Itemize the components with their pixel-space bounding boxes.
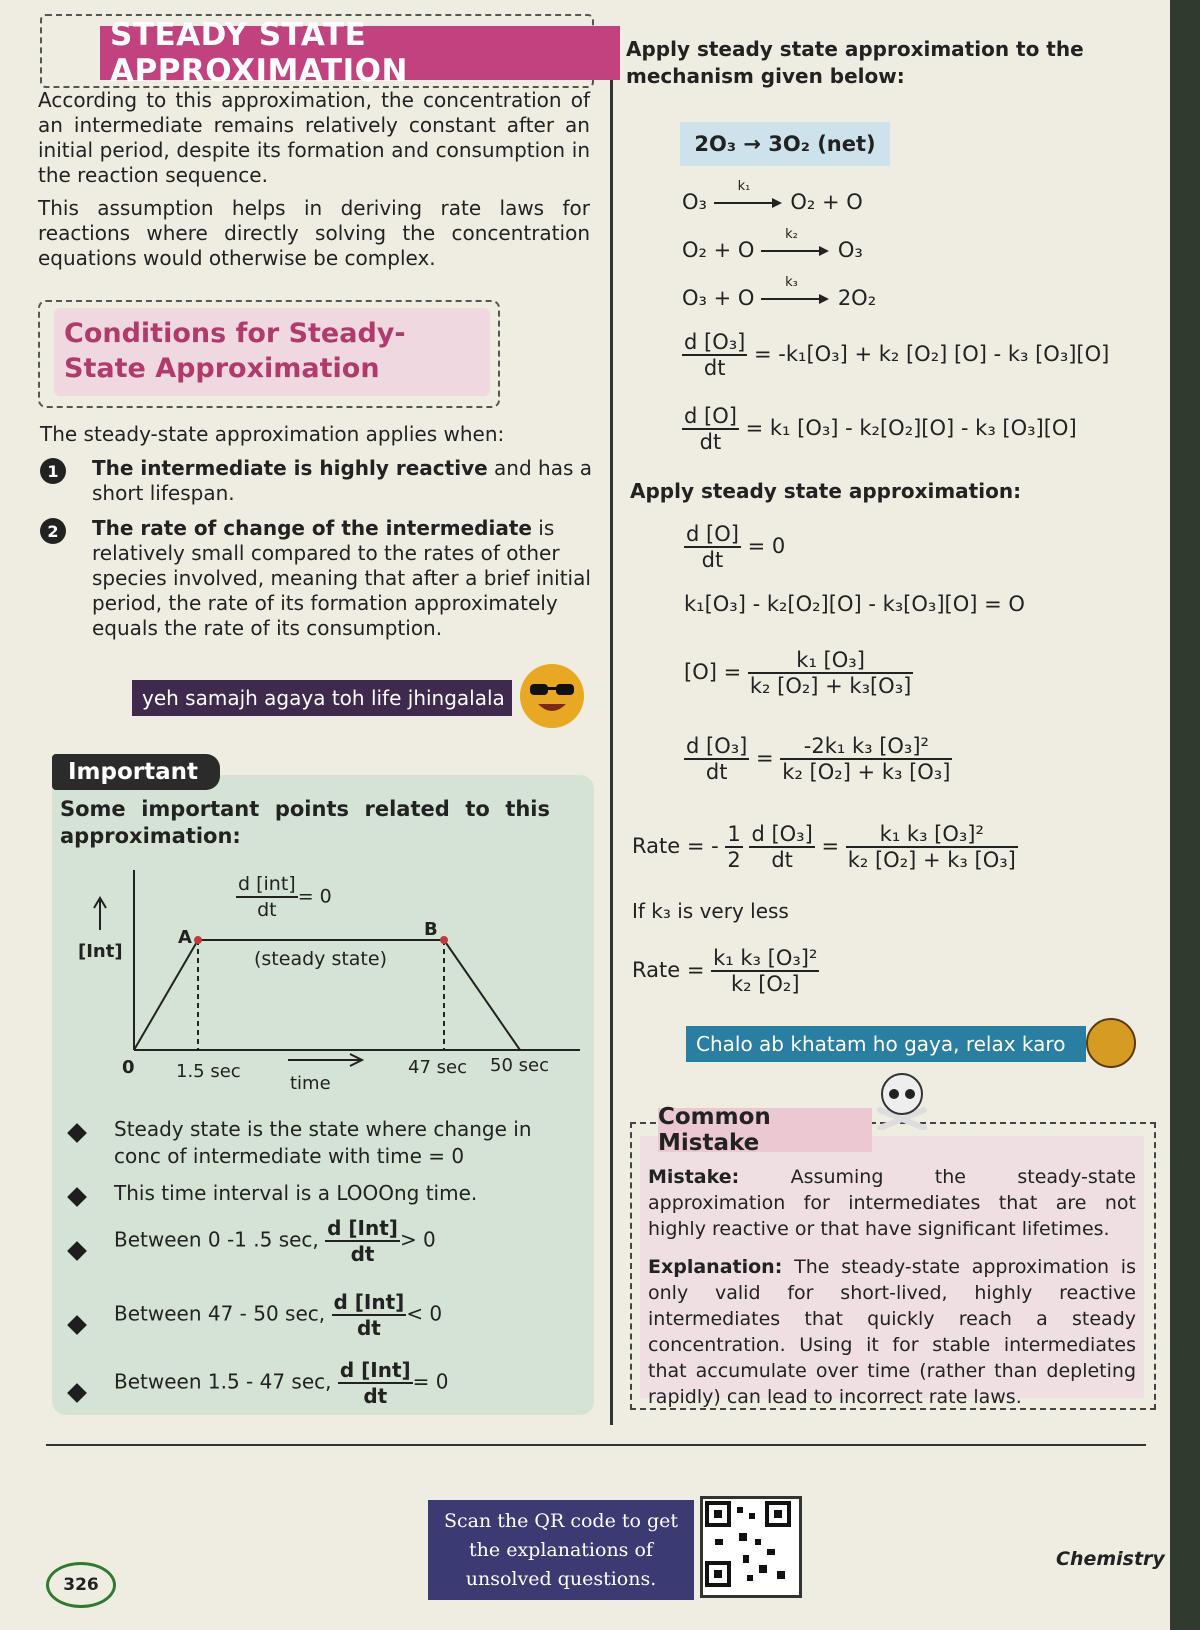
important-tag: Important: [52, 754, 220, 790]
ss4-den2: k₂ [O₂] + k₃ [O₃]: [782, 760, 951, 784]
title-frame: [40, 14, 594, 88]
graph-point-b: B: [424, 919, 438, 940]
conditions-lead: The steady-state approximation applies when:: [40, 422, 505, 446]
step-2-lhs: O₂ + O: [682, 238, 755, 262]
book-spine: [1170, 0, 1200, 1630]
qr-caption: Scan the QR code to get the explanations of unsolved questions.: [428, 1500, 694, 1600]
graph-x-tick-1: 1.5 sec: [176, 1061, 241, 1082]
rate-lhs: Rate = -: [632, 834, 719, 858]
graph-y-label: [Int]: [78, 941, 123, 962]
rate-o3-den: dt: [703, 356, 726, 380]
rate-o-equation: [682, 404, 1077, 454]
step-3-rhs: 2O₂: [837, 286, 877, 310]
bullet-4-num: d [Int]: [333, 1290, 405, 1314]
graph-point-a: A: [178, 927, 192, 948]
conditions-title: Conditions for Steady-State Approximation: [64, 318, 406, 384]
mistake-paragraph: [648, 1164, 1136, 1242]
page-number: 326: [46, 1562, 116, 1608]
step-2-k: k₂: [785, 227, 798, 242]
step-1-lhs: O₃: [682, 190, 707, 214]
condition-2-rest: is relatively small compared to the rates of other species involved, meaning that after a brief initial period, the rate of its formation approximately equals the rate of its consumption.: [92, 516, 591, 640]
graph-plateau-label: (steady state): [254, 948, 387, 970]
bullet-3: [114, 1216, 436, 1266]
bullet-3-rel: > 0: [399, 1227, 436, 1252]
final-rate-equation: [632, 946, 819, 996]
ss4-den1: dt: [705, 760, 728, 784]
mechanism-lead: Apply steady state approximation to the mechanism given below:: [626, 37, 1084, 88]
ss1-den: dt: [701, 548, 724, 572]
rate-equation: Rate = - $\frac{1}{2}$ $\frac{\text{d [O₃]}}{dt}$ = $\frac{\text{k₁ k₃ [O₃]²}}{\text{k₂ [O₂] + k₃ [O₃]}}$: [632, 822, 1016, 872]
bullet-3-den: dt: [350, 1242, 375, 1266]
bullet-5-rel: = 0: [412, 1369, 449, 1394]
ss-equation-3: [684, 648, 913, 698]
ss-equation-4: $\frac{\text{d [O₃]}}{dt}$ = $\frac{\text{-2k₁ k₃ [O₃]²}}{\text{k₂ [O₂] + k₃ [O₃]}}$: [686, 734, 951, 784]
condition-1-rest: and has a short lifespan.: [92, 456, 592, 505]
explanation-paragraph: [648, 1254, 1136, 1410]
graph-rate-eq: = 0: [297, 885, 332, 908]
mistake-text: Assuming the steady-state approximation for intermediates that are not highly reactive or that have significant lifetimes.: [648, 1166, 1136, 1240]
graph-rate-den: dt: [257, 899, 277, 921]
ss3-lhs: [O] =: [684, 660, 742, 684]
graph-x-tick-2: 47 sec: [408, 1057, 467, 1078]
bullet-text-2: This time interval is a LOOOng time.: [114, 1181, 478, 1205]
bee-icon: [1086, 1018, 1136, 1068]
step-1-k: k₁: [737, 179, 751, 194]
ss-equation-2: k₁[O₃] - k₂[O₂][O] - k₃[O₃][O] = O: [684, 592, 1025, 616]
step-3: [682, 275, 877, 310]
step-1-rhs: O₂ + O: [790, 190, 863, 214]
bullet-4-rel: < 0: [406, 1301, 443, 1326]
graph-x-origin: 0: [122, 1057, 135, 1078]
ss3-den: k₂ [O₂] + k₃[O₃]: [749, 674, 912, 698]
final-num: k₁ k₃ [O₃]²: [713, 946, 818, 970]
column-divider: [610, 40, 613, 1425]
step-2: [682, 227, 863, 262]
number-badge-1: 1: [40, 458, 66, 484]
bullet-4: [114, 1290, 442, 1340]
ss4-num2: -2k₁ k₃ [O₃]²: [780, 734, 952, 760]
apply-label: Apply steady state approximation:: [630, 479, 1022, 503]
bullet-5-num: d [Int]: [339, 1358, 411, 1382]
number-badge-2: 2: [40, 518, 66, 544]
final-lhs: Rate =: [632, 958, 705, 982]
step-3-lhs: O₃ + O: [682, 286, 755, 310]
bullet-5-text: Between 1.5 - 47 sec,: [114, 1369, 332, 1394]
rate-num2: k₁ k₃ [O₃]²: [846, 822, 1018, 848]
rate-o-rhs: = k₁ [O₃] - k₂[O₂][O] - k₃ [O₃][O]: [745, 416, 1077, 440]
rate-o3-equation: [682, 330, 1109, 380]
reaction-arrow-icon: [761, 227, 831, 261]
sunglasses-emoji-icon: [520, 664, 584, 728]
ss4-num1: d [O₃]: [686, 734, 748, 758]
reaction-arrow-icon: [761, 275, 831, 309]
graph-rate-label: [236, 872, 332, 922]
reaction-arrow-icon: [714, 179, 784, 213]
graph-rate-num: d [int]: [236, 872, 298, 898]
point-a-marker: [194, 936, 202, 944]
fun-banner-left: yeh samajh agaya toh life jhingalala: [132, 680, 512, 716]
bullet-4-den: dt: [356, 1316, 381, 1340]
net-reaction: 2O₃ → 3O₂ (net): [680, 122, 890, 166]
subject-label: Chemistry: [1056, 1548, 1165, 1570]
rate-den2: k₂ [O₂] + k₃ [O₃]: [847, 848, 1016, 872]
explanation-label: Explanation:: [648, 1256, 783, 1278]
rate-num1: d [O₃]: [751, 822, 813, 846]
intro-paragraph-2: This assumption helps in deriving rate laws for reactions where directly solving the concentration equations would otherwise be complex.: [38, 196, 590, 270]
skull-crossbones-icon: [874, 1070, 930, 1130]
condition-1-strong: The intermediate is highly reactive: [92, 456, 488, 480]
footer-rule: [46, 1444, 1146, 1446]
step-2-rhs: O₃: [837, 238, 863, 262]
rate-c-num: 1: [727, 822, 741, 846]
fun-banner-right: Chalo ab khatam ho gaya, relax karo: [686, 1026, 1086, 1062]
bullet-3-text: Between 0 -1 .5 sec,: [114, 1227, 319, 1252]
mistake-tag: Common Mistake: [658, 1108, 872, 1152]
page-title: STEADY STATE APPROXIMATION: [100, 26, 620, 80]
rate-o-num: d [O]: [684, 404, 737, 428]
bullet-3-num: d [Int]: [327, 1216, 398, 1240]
ss-equation-1: [684, 522, 785, 572]
ss1-num: d [O]: [686, 522, 739, 546]
rate-c-den: 2: [727, 848, 741, 872]
final-den: k₂ [O₂]: [730, 972, 800, 996]
step-1: [682, 179, 863, 214]
rate-o-den: dt: [699, 430, 722, 454]
graph-x-tick-3: 50 sec: [490, 1055, 549, 1076]
step-3-k: k₃: [785, 275, 798, 290]
intro-paragraph-1: According to this approximation, the concentration of an intermediate remains relatively constant after an initial period, despite its formation and consumption in the reaction sequence.: [38, 88, 590, 187]
bullet-4-text: Between 47 - 50 sec,: [114, 1301, 326, 1326]
point-b-marker: [440, 936, 448, 944]
rate-den1: dt: [771, 848, 793, 872]
ss3-num: k₁ [O₃]: [748, 648, 913, 674]
bullet-text-1: Steady state is the state where change in conc of intermediate with time = 0: [114, 1117, 532, 1168]
rate-o3-num: d [O₃]: [684, 330, 746, 354]
if-condition: If k₃ is very less: [632, 899, 789, 923]
ss1-rhs: = 0: [747, 534, 786, 558]
condition-item-1: [92, 456, 592, 506]
qr-code-icon[interactable]: [700, 1496, 802, 1598]
condition-item-2: [92, 516, 592, 641]
important-intro: Some important points related to this approximation:: [60, 797, 550, 848]
bullet-5-den: dt: [363, 1384, 388, 1408]
rate-o3-rhs: = -k₁[O₃] + k₂ [O₂] [O] - k₃ [O₃][O]: [754, 342, 1110, 366]
condition-2-strong: The rate of change of the intermediate: [92, 516, 532, 540]
graph-x-label: time: [290, 1073, 331, 1094]
bullet-5: [114, 1358, 449, 1408]
explanation-text: The steady-state approximation is only valid for short-lived, highly reactive intermediates that quickly reach a steady concentration. Using it for stable intermediates that accumulate over time (rather than depleting rapidly) can lead to incorrect rate laws.: [648, 1256, 1136, 1408]
mistake-label: Mistake:: [648, 1166, 740, 1188]
